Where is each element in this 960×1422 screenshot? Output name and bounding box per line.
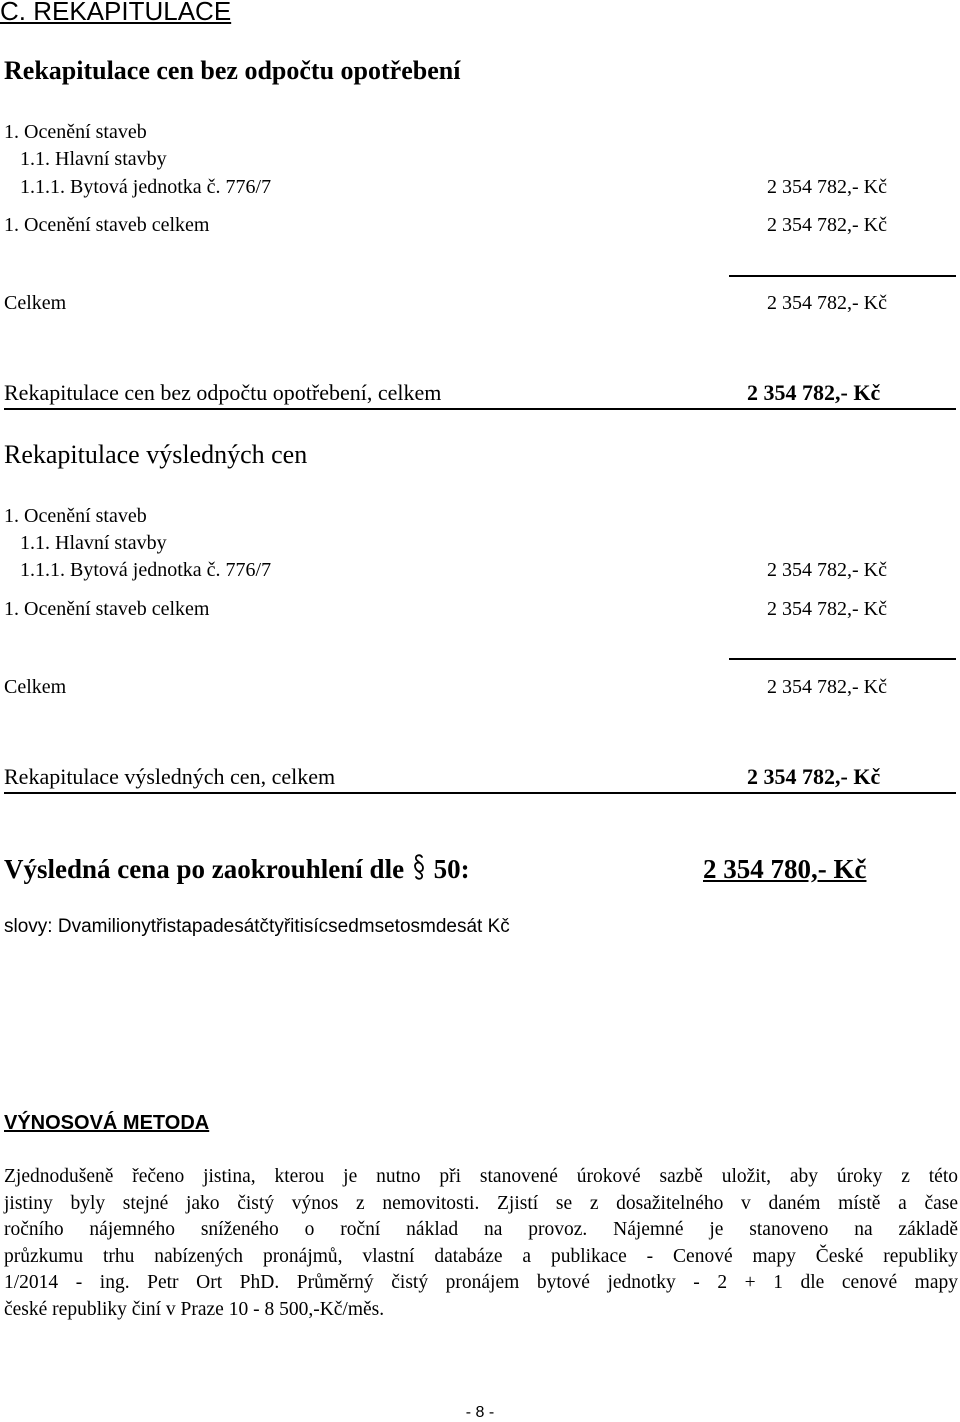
block1-level1: 1. Ocenění staveb — [4, 121, 147, 143]
block2-subtotal-value: 2 354 782,- Kč — [767, 598, 887, 620]
income-method-heading: VÝNOSOVÁ METODA — [4, 1112, 210, 1134]
final-price-in-words: slovy: Dvamilionytřistapadesátčtyřitisícsedmsetosmdesát Kč — [4, 916, 510, 937]
block1-total-value: 2 354 782,- Kč — [767, 292, 887, 314]
section-title: C. REKAPITULACE — [0, 0, 232, 26]
block1-subtotal-value: 2 354 782,- Kč — [767, 214, 887, 236]
paragraph-line: Zjednodušeně řečeno jistina, kterou je nutno při stanovené úrokové sazbě uložit, aby úroky z této — [4, 1166, 958, 1187]
block1-grand-label: Rekapitulace cen bez odpočtu opotřebení, celkem — [4, 380, 442, 405]
paragraph-line: ročního nájemného sníženého o roční náklad na provoz. Nájemné je stanoveno na základě — [4, 1219, 958, 1241]
block2-level3-value: 2 354 782,- Kč — [767, 559, 887, 581]
final-label-before: Výsledná cena po zaokrouhlení dle — [4, 854, 405, 884]
block2-total-rule — [729, 658, 956, 660]
paragraph-line: 1/2014 - ing. Petr Ort PhD. Průměrný čistý pronájem bytové jednotky - 2 + 1 dle cenové mapy — [4, 1272, 958, 1294]
paragraph-line: české republiky činí v Praze 10 - 8 500,-Kč/měs. — [4, 1298, 385, 1320]
final-price-value: 2 354 780,- Kč — [703, 854, 867, 884]
page-number: - 8 - — [465, 1404, 495, 1421]
block2-total-label: Celkem — [4, 676, 67, 698]
block2-subtotal-label: 1. Ocenění staveb celkem — [4, 598, 210, 620]
block1-subtotal-label: 1. Ocenění staveb celkem — [4, 214, 210, 236]
section-sign-icon — [411, 855, 427, 881]
block1-total-label: Celkem — [4, 292, 67, 314]
block2-level1: 1. Ocenění staveb — [4, 505, 147, 527]
paragraph-line: jistiny byly stejné jako čistý výnos z nemovitosti. Zjistí se z dosažitelného v daném místě a čase — [4, 1192, 958, 1214]
block2-grand-label: Rekapitulace výsledných cen, celkem — [4, 764, 336, 789]
block1-heading: Rekapitulace cen bez odpočtu opotřebení — [4, 56, 461, 85]
final-label-after: 50: — [433, 854, 470, 884]
block2-total-value: 2 354 782,- Kč — [767, 676, 887, 698]
block1-level2: 1.1. Hlavní stavby — [20, 148, 167, 170]
income-method-paragraph — [4, 1164, 958, 1324]
block1-grand-value: 2 354 782,- Kč — [747, 380, 881, 405]
block2-level2: 1.1. Hlavní stavby — [20, 532, 167, 554]
final-price-label — [4, 854, 470, 885]
block2-heading: Rekapitulace výsledných cen — [4, 440, 308, 469]
block1-level3-value: 2 354 782,- Kč — [767, 176, 887, 198]
block2-grand-rule — [4, 792, 956, 794]
block1-grand-rule — [4, 408, 956, 410]
block1-total-rule — [729, 275, 956, 277]
block2-level3: 1.1.1. Bytová jednotka č. 776/7 — [20, 559, 272, 581]
block1-level3: 1.1.1. Bytová jednotka č. 776/7 — [20, 176, 272, 198]
block2-grand-value: 2 354 782,- Kč — [747, 764, 881, 789]
paragraph-line: průzkumu trhu nabízených pronájmů, vlastní databáze a publikace - Cenové mapy České republiky — [4, 1245, 958, 1267]
